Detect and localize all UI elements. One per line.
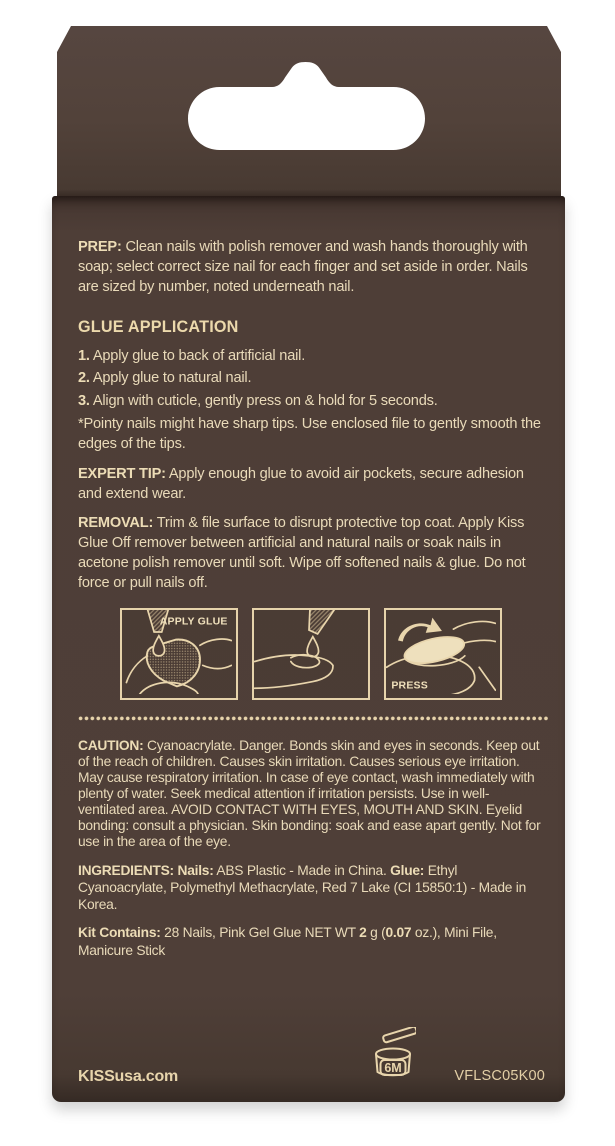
kit-contains-text-pre: 28 Nails, Pink Gel Glue NET WT [160,925,360,941]
glue-step-1 [78,347,543,367]
apply-glue-icon [122,610,232,694]
removal-paragraph [78,514,543,593]
ingredients-glue-text: Ethyl Cyanoacrylate, Polymethyl Methacrylate, Red 7 Lake (CI 15850:1) - Made in Korea. [78,862,527,912]
period-after-opening-icon [370,1027,416,1086]
expert-tip-text: Apply enough glue to avoid air pockets, secure adhesion and extend wear. [78,465,524,502]
bottom-row [78,1027,545,1086]
kit-weight-oz: 0.07 [385,925,412,941]
expert-tip-paragraph [78,465,543,505]
glue-step-2-text: Apply glue to natural nail. [92,370,252,387]
glue-steps-list [78,347,543,413]
svg-text:APPLY GLUE: APPLY GLUE [159,615,228,628]
kit-contains-text-mid: g ( [366,925,386,941]
removal-label: REMOVAL: [78,515,154,532]
kit-contains-paragraph [78,924,543,960]
svg-text:6M: 6M [384,1061,403,1075]
ingredients-glue-label: Glue: [390,862,425,878]
caution-text: Cyanoacrylate. Danger. Bonds skin and eyes in seconds. Keep out of the reach of children. Causes skin irritation. Causes serious eye irritation. May cause respiratory irritation. In case of eye contact, wash immediately with plenty of water. Seek medical attention if irritation persists. Use in well-ventilated area. AVOID CONTACT WITH EYES, MOUTH AND SKIN. Eyelid bonding: consult a physician. Skin bonding: soak and ease apart gently. Not for use in the area of the eye. [78,737,541,849]
ingredients-paragraph [78,863,543,913]
dotted-divider [78,715,548,722]
caution-label: CAUTION: [78,737,144,753]
prep-label: PREP: [78,239,122,255]
box-back-panel [52,196,565,1102]
glue-step-3 [78,392,543,412]
svg-text:PRESS: PRESS [390,679,428,692]
glue-step-2-number: 2. [78,370,90,387]
ingredients-label: INGREDIENTS: [78,862,174,878]
diagram-apply-glue-to-artificial-nail [120,608,238,700]
instructions-content [52,196,565,960]
expert-tip-label: EXPERT TIP: [78,465,166,482]
diagram-apply-glue-to-natural-nail [252,608,370,700]
glue-drop-on-nail-icon [254,610,364,694]
glue-step-2 [78,369,543,389]
brand-website: KISSusa.com [78,1068,179,1085]
press-nail-icon [386,610,496,694]
prep-paragraph [78,238,543,298]
kit-weight-grams: 2 [359,925,367,941]
glue-step-3-number: 3. [78,393,90,410]
ingredients-nails-label: Nails: [177,862,214,878]
pointy-nails-note: *Pointy nails might have sharp tips. Use enclosed file to gently smooth the edges of the tips. [78,416,541,452]
caution-paragraph [78,738,543,850]
removal-text: Trim & file surface to disrupt protective top coat. Apply Kiss Glue Off remover between artificial and natural nails or soak nails in acetone polish remover until soft. Wipe off softened nails & glue. Do not force or pull nails off. [78,515,526,591]
prep-text: Clean nails with polish remover and wash hands thoroughly with soap; select correct size nail for each finger and set aside in order. Nails are sized by number, noted underneath nail. [78,239,528,295]
product-code: VFLSC05K00 [454,1068,545,1084]
box-hang-flap [57,26,561,196]
ingredients-nails-text: ABS Plastic - Made in China. [216,862,387,878]
diagram-press-nail [384,608,502,700]
euro-hang-slot-hole [188,62,425,150]
instruction-diagrams [78,608,543,700]
glue-step-1-text: Apply glue to back of artificial nail. [92,347,306,364]
glue-step-3-text: Align with cuticle, gently press on & hold for 5 seconds. [92,393,438,410]
kit-contains-label: Kit Contains: [78,925,161,941]
glue-application-heading: GLUE APPLICATION [78,317,239,336]
kit-contains-text-post: oz.), Mini File, Manicure Stick [78,925,497,959]
glue-step-1-number: 1. [78,347,90,364]
